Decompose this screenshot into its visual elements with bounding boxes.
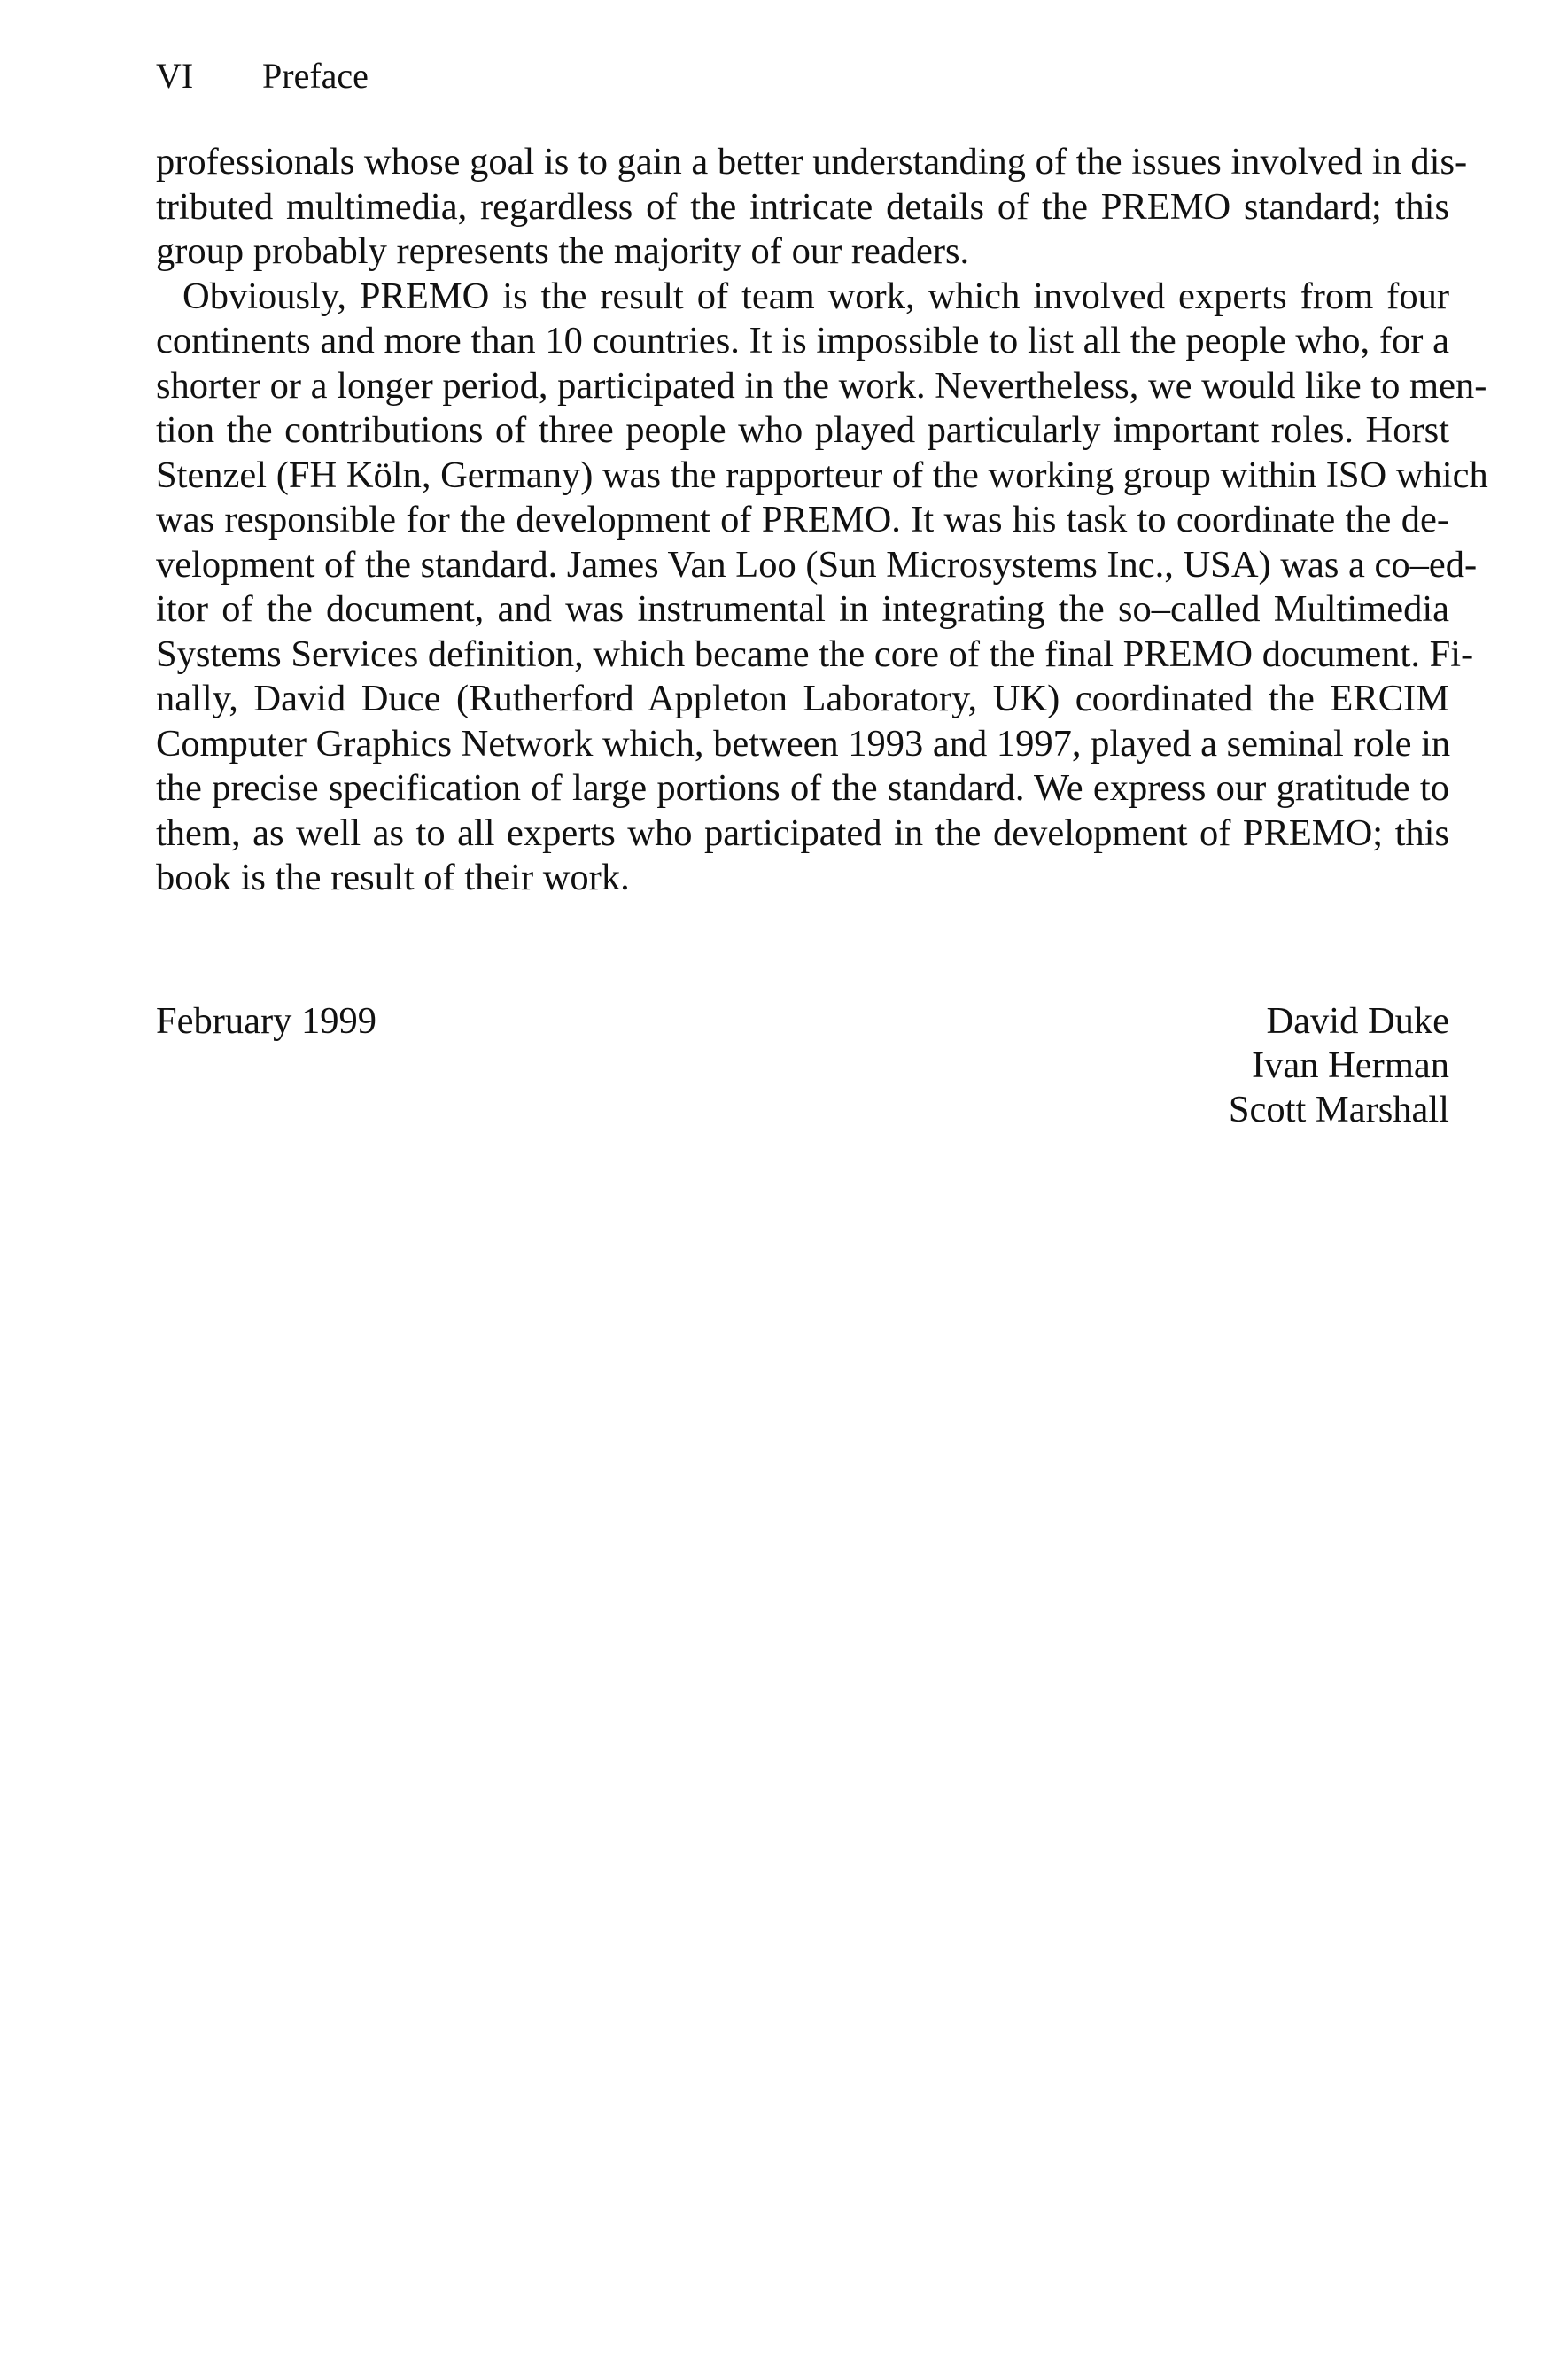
preface-date: February 1999 <box>156 1000 377 1042</box>
text-line: the precise specification of large portions of the standard. We express our gratitude to <box>156 767 1449 809</box>
text-line: continents and more than 10 countries. It is impossible to list all the people who, for a <box>156 320 1449 361</box>
paragraph-continued <box>156 140 1468 275</box>
text-line: Computer Graphics Network which, between 1993 and 1997, played a seminal role in <box>156 722 1451 765</box>
text-line: shorter or a longer period, participated in the work. Nevertheless, we would like to men- <box>156 364 1487 407</box>
text-line: tributed multimedia, regardless of the intricate details of the PREMO standard; this <box>156 185 1449 228</box>
running-head <box>156 51 369 101</box>
text-line: book is the result of their work. <box>156 857 630 898</box>
text-line: velopment of the standard. James Van Loo (Sun Microsystems Inc., USA) was a co–ed- <box>156 543 1478 586</box>
author-name: David Duke <box>1266 1000 1449 1042</box>
author-name: Scott Marshall <box>1228 1089 1449 1130</box>
text-line: Systems Services definition, which became the core of the final PREMO document. Fi- <box>156 633 1474 675</box>
text-line: itor of the document, and was instrumental in integrating the so–called Multimedia <box>156 588 1449 630</box>
page-number: VI <box>156 56 194 96</box>
author-name: Ivan Herman <box>1251 1044 1449 1086</box>
text-line: tion the contributions of three people who played particularly important roles. Horst <box>156 409 1449 451</box>
preface-body <box>156 140 1488 901</box>
text-line: was responsible for the development of PREMO. It was his task to coordinate the de- <box>156 499 1449 540</box>
text-line: nally, David Duce (Rutherford Appleton Laboratory, UK) coordinated the ERCIM <box>156 678 1449 719</box>
text-line: Obviously, PREMO is the result of team work, which involved experts from four <box>182 275 1449 317</box>
section-title: Preface <box>262 56 369 96</box>
author-signatures <box>1229 999 1449 1132</box>
text-line: group probably represents the majority of our readers. <box>156 230 970 272</box>
text-line: them, as well as to all experts who participated in the development of PREMO; this <box>156 811 1449 854</box>
paragraph-acknowledgements <box>156 275 1488 901</box>
text-line: Stenzel (FH Köln, Germany) was the rapporteur of the working group within ISO which <box>156 454 1488 496</box>
text-line: professionals whose goal is to gain a better understanding of the issues involved in dis- <box>156 141 1468 182</box>
